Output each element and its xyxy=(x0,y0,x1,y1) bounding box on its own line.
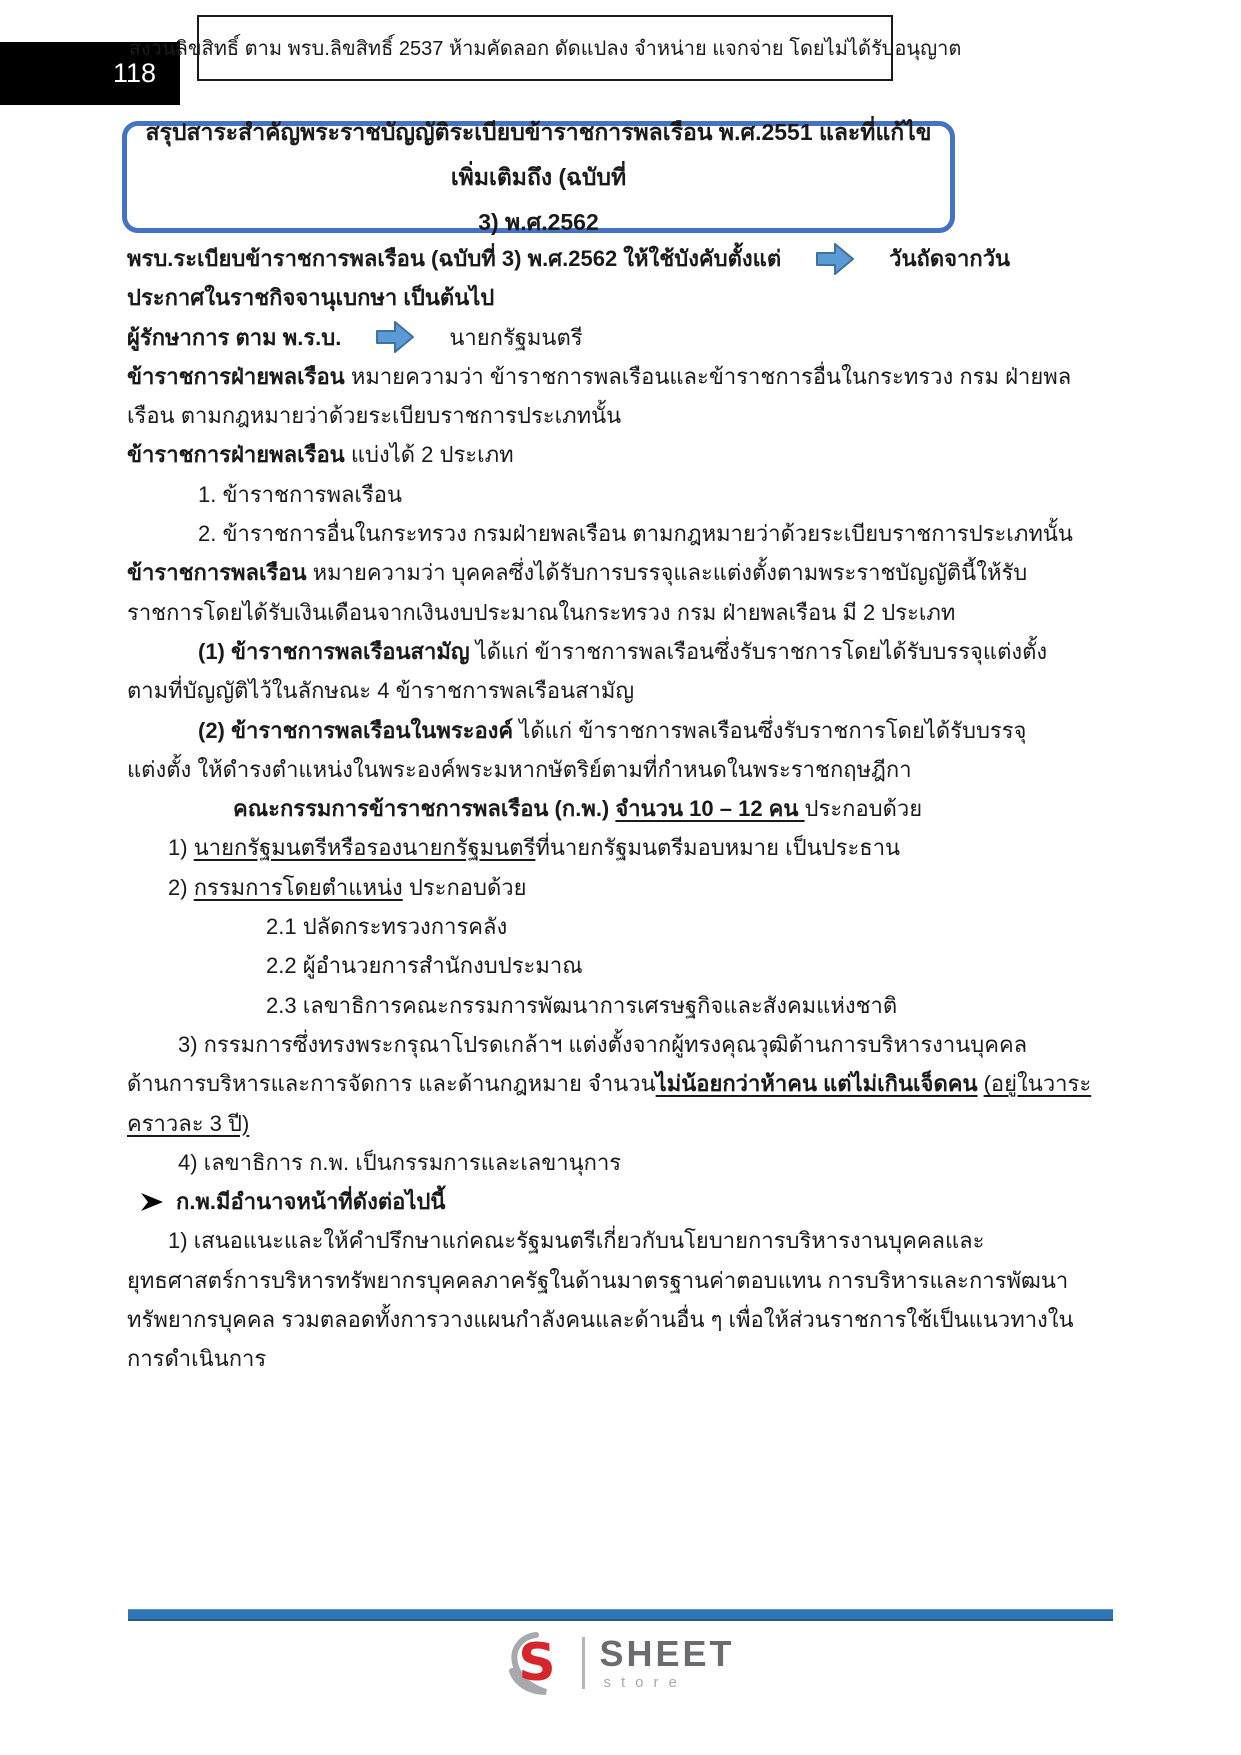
text-line xyxy=(127,789,1117,828)
text-segment: 2.2 ผู้อำนวยการสำนักงบประมาณ xyxy=(266,953,583,979)
sheet-store-logo xyxy=(0,1628,1241,1698)
text-segment: ข้าราชการพลเรือน xyxy=(127,560,307,586)
text-segment: วันถัดจากวัน xyxy=(889,246,1011,271)
text-line xyxy=(127,711,1117,750)
text-line xyxy=(127,1221,1117,1260)
text-segment: 1) xyxy=(168,835,194,861)
text-segment: 1. ข้าราชการพลเรือน xyxy=(198,481,403,507)
text-segment: กรรมการโดยตำแหน่ง xyxy=(193,874,403,900)
text-line xyxy=(127,632,1117,671)
text-segment: ข้าราชการฝ่ายพลเรือน xyxy=(127,442,345,468)
title-box xyxy=(122,118,955,235)
text-line xyxy=(127,1025,1117,1064)
text-line xyxy=(127,1182,1117,1221)
text-line xyxy=(127,318,1117,357)
text-segment: ทรัพยากรบุคคล รวมตลอดทั้งการวางแผนกำลังคนและด้านอื่น ๆ เพื่อให้ส่วนราชการใช้เป็นแนวทางใน xyxy=(127,1307,1074,1333)
text-line xyxy=(127,750,1117,789)
text-line xyxy=(127,396,1117,435)
blue-arrow-icon xyxy=(815,241,855,277)
svg-text:S: S xyxy=(518,1633,557,1693)
text-line xyxy=(127,475,1117,514)
text-segment: 3) กรรมการซึ่งทรงพระกรุณาโปรดเกล้าฯ แต่งตั้งจากผู้ทรงคุณวุฒิด้านการบริหารงานบุคคล xyxy=(178,1031,1028,1057)
text-segment: 2) xyxy=(168,874,194,900)
page-title-line1: สรุปสาระสำคัญพระราชบัญญัติระเบียบข้าราชการพลเรือน พ.ศ.2551 และที่แก้ไขเพิ่มเติมถึง (ฉบับที่ xyxy=(145,118,932,190)
copyright-text: สงวนลิขสิทธิ์ ตาม พรบ.ลิขสิทธิ์ 2537 ห้ามคัดลอก ดัดแปลง จำหน่าย แจกจ่าย โดยไม่ได้รับอนุญาต xyxy=(128,38,962,60)
brand-subtitle: store xyxy=(603,1674,687,1691)
text-segment: 2.3 เลขาธิการคณะกรรมการพัฒนาการเศรษฐกิจและสังคมแห่งชาติ xyxy=(266,992,898,1018)
logo-text xyxy=(599,1633,735,1691)
text-line xyxy=(127,1300,1117,1339)
text-segment: ตามที่บัญญัติไว้ในลักษณะ 4 ข้าราชการพลเรือนสามัญ xyxy=(127,678,635,704)
logo-divider xyxy=(582,1637,585,1689)
text-segment: (1) ข้าราชการพลเรือนสามัญ xyxy=(198,638,470,664)
text-segment: ราชการโดยได้รับเงินเดือนจากเงินงบประมาณในกระทรวง กรม ฝ่ายพลเรือน มี 2 ประเภท xyxy=(127,599,956,625)
text-segment: จำนวน 10 – 12 คน xyxy=(615,796,805,822)
text-segment: ด้านการบริหารและการจัดการ และด้านกฎหมาย จำนวน xyxy=(127,1071,656,1097)
text-line xyxy=(127,1339,1117,1378)
text-segment: แบ่งได้ 2 ประเภท xyxy=(344,442,514,468)
text-segment: นายกรัฐมนตรีหรือรองนายกรัฐมนตรี xyxy=(193,835,536,861)
text-line xyxy=(127,1064,1117,1103)
text-segment: ประกอบด้วย xyxy=(804,796,923,822)
text-segment: 4) เลขาธิการ ก.พ. เป็นกรรมการและเลขานุการ xyxy=(178,1149,622,1175)
page-number: 118 xyxy=(0,42,180,105)
text-segment: การดำเนินการ xyxy=(127,1346,267,1372)
text-segment: คณะกรรมการข้าราชการพลเรือน (ก.พ.) xyxy=(233,796,616,822)
text-line xyxy=(127,907,1117,946)
brand-name: SHEET xyxy=(599,1633,735,1674)
text-line xyxy=(127,553,1117,592)
text-segment: แต่งตั้ง ให้ดำรงตำแหน่งในพระองค์พระมหากษัตริย์ตามที่กำหนดในพระราชกฤษฎีกา xyxy=(127,756,912,782)
text-line xyxy=(127,1104,1117,1143)
text-segment: หมายความว่า บุคคลซึ่งได้รับการบรรจุและแต่งตั้งตามพระราชบัญญัตินี้ให้รับ xyxy=(306,560,1028,586)
text-line xyxy=(127,946,1117,985)
document-body xyxy=(127,239,1117,1379)
text-segment: ไม่น้อยกว่าห้าคน แต่ไม่เกินเจ็ดคน xyxy=(655,1071,978,1097)
text-segment: นายกรัฐมนตรี xyxy=(449,324,583,350)
text-line xyxy=(127,868,1117,907)
text-segment: ได้แก่ ข้าราชการพลเรือนซึ่งรับราชการโดยได้รับบรรจุแต่งตั้ง xyxy=(469,638,1048,664)
text-segment: ก.พ.มีอำนาจหน้าที่ดังต่อไปนี้ xyxy=(176,1189,446,1215)
text-segment: (2) ข้าราชการพลเรือนในพระองค์ xyxy=(198,717,514,743)
text-segment: 2.1 ปลัดกระทรวงการคลัง xyxy=(266,914,508,940)
text-line xyxy=(127,278,1117,317)
text-line xyxy=(127,593,1117,632)
text-segment: หมายความว่า ข้าราชการพลเรือนและข้าราชการอื่นในกระทรวง กรม ฝ่ายพล xyxy=(344,363,1072,389)
text-line xyxy=(127,357,1117,396)
text-segment: เรือน ตามกฎหมายว่าด้วยระเบียบราชการประเภทนั้น xyxy=(127,403,622,429)
text-segment: ข้าราชการฝ่ายพลเรือน xyxy=(127,363,345,389)
text-segment: (อยู่ในวาระ xyxy=(983,1071,1092,1097)
text-segment: 2. ข้าราชการอื่นในกระทรวง กรมฝ่ายพลเรือน ตามกฎหมายว่าด้วยระเบียบราชการประเภทนั้น xyxy=(198,521,1073,547)
text-line xyxy=(127,435,1117,474)
text-line xyxy=(127,514,1117,553)
text-segment: ได้แก่ ข้าราชการพลเรือนซึ่งรับราชการโดยได้รับบรรจุ xyxy=(513,717,1027,743)
sheet-store-logo-icon xyxy=(506,1630,568,1696)
page-title-line2: 3) พ.ศ.2562 xyxy=(478,208,599,235)
copyright-box xyxy=(128,15,962,81)
text-segment: พรบ.ระเบียบข้าราชการพลเรือน (ฉบับที่ 3) พ.ศ.2562 ให้ใช้บังคับตั้งแต่ xyxy=(127,246,782,271)
text-segment: 1) เสนอแนะและให้คำปรึกษาแก่คณะรัฐมนตรีเกี่ยวกับนโยบายการบริหารงานบุคคลและ xyxy=(168,1228,985,1254)
text-segment: ที่นายกรัฐมนตรีมอบหมาย เป็นประธาน xyxy=(535,835,901,861)
text-segment: ยุทธศาสตร์การบริหารทรัพยากรบุคคลภาครัฐในด้านมาตรฐานค่าตอบแทน การบริหารและการพัฒนา xyxy=(127,1267,1069,1293)
text-segment: ประกอบด้วย xyxy=(402,874,527,900)
text-line xyxy=(127,239,1117,278)
blue-arrow-icon xyxy=(375,319,415,355)
text-line xyxy=(127,671,1117,710)
text-line xyxy=(127,828,1117,867)
text-line xyxy=(127,986,1117,1025)
text-line xyxy=(127,1261,1117,1300)
bullet-arrow-icon xyxy=(140,1191,164,1213)
text-line xyxy=(127,1143,1117,1182)
text-segment: ประกาศในราชกิจจานุเบกษา เป็นต้นไป xyxy=(127,285,495,311)
text-segment: คราวละ 3 ปี) xyxy=(127,1110,250,1136)
footer-divider xyxy=(128,1609,1113,1621)
text-segment: ผู้รักษาการ ตาม พ.ร.บ. xyxy=(127,324,342,350)
